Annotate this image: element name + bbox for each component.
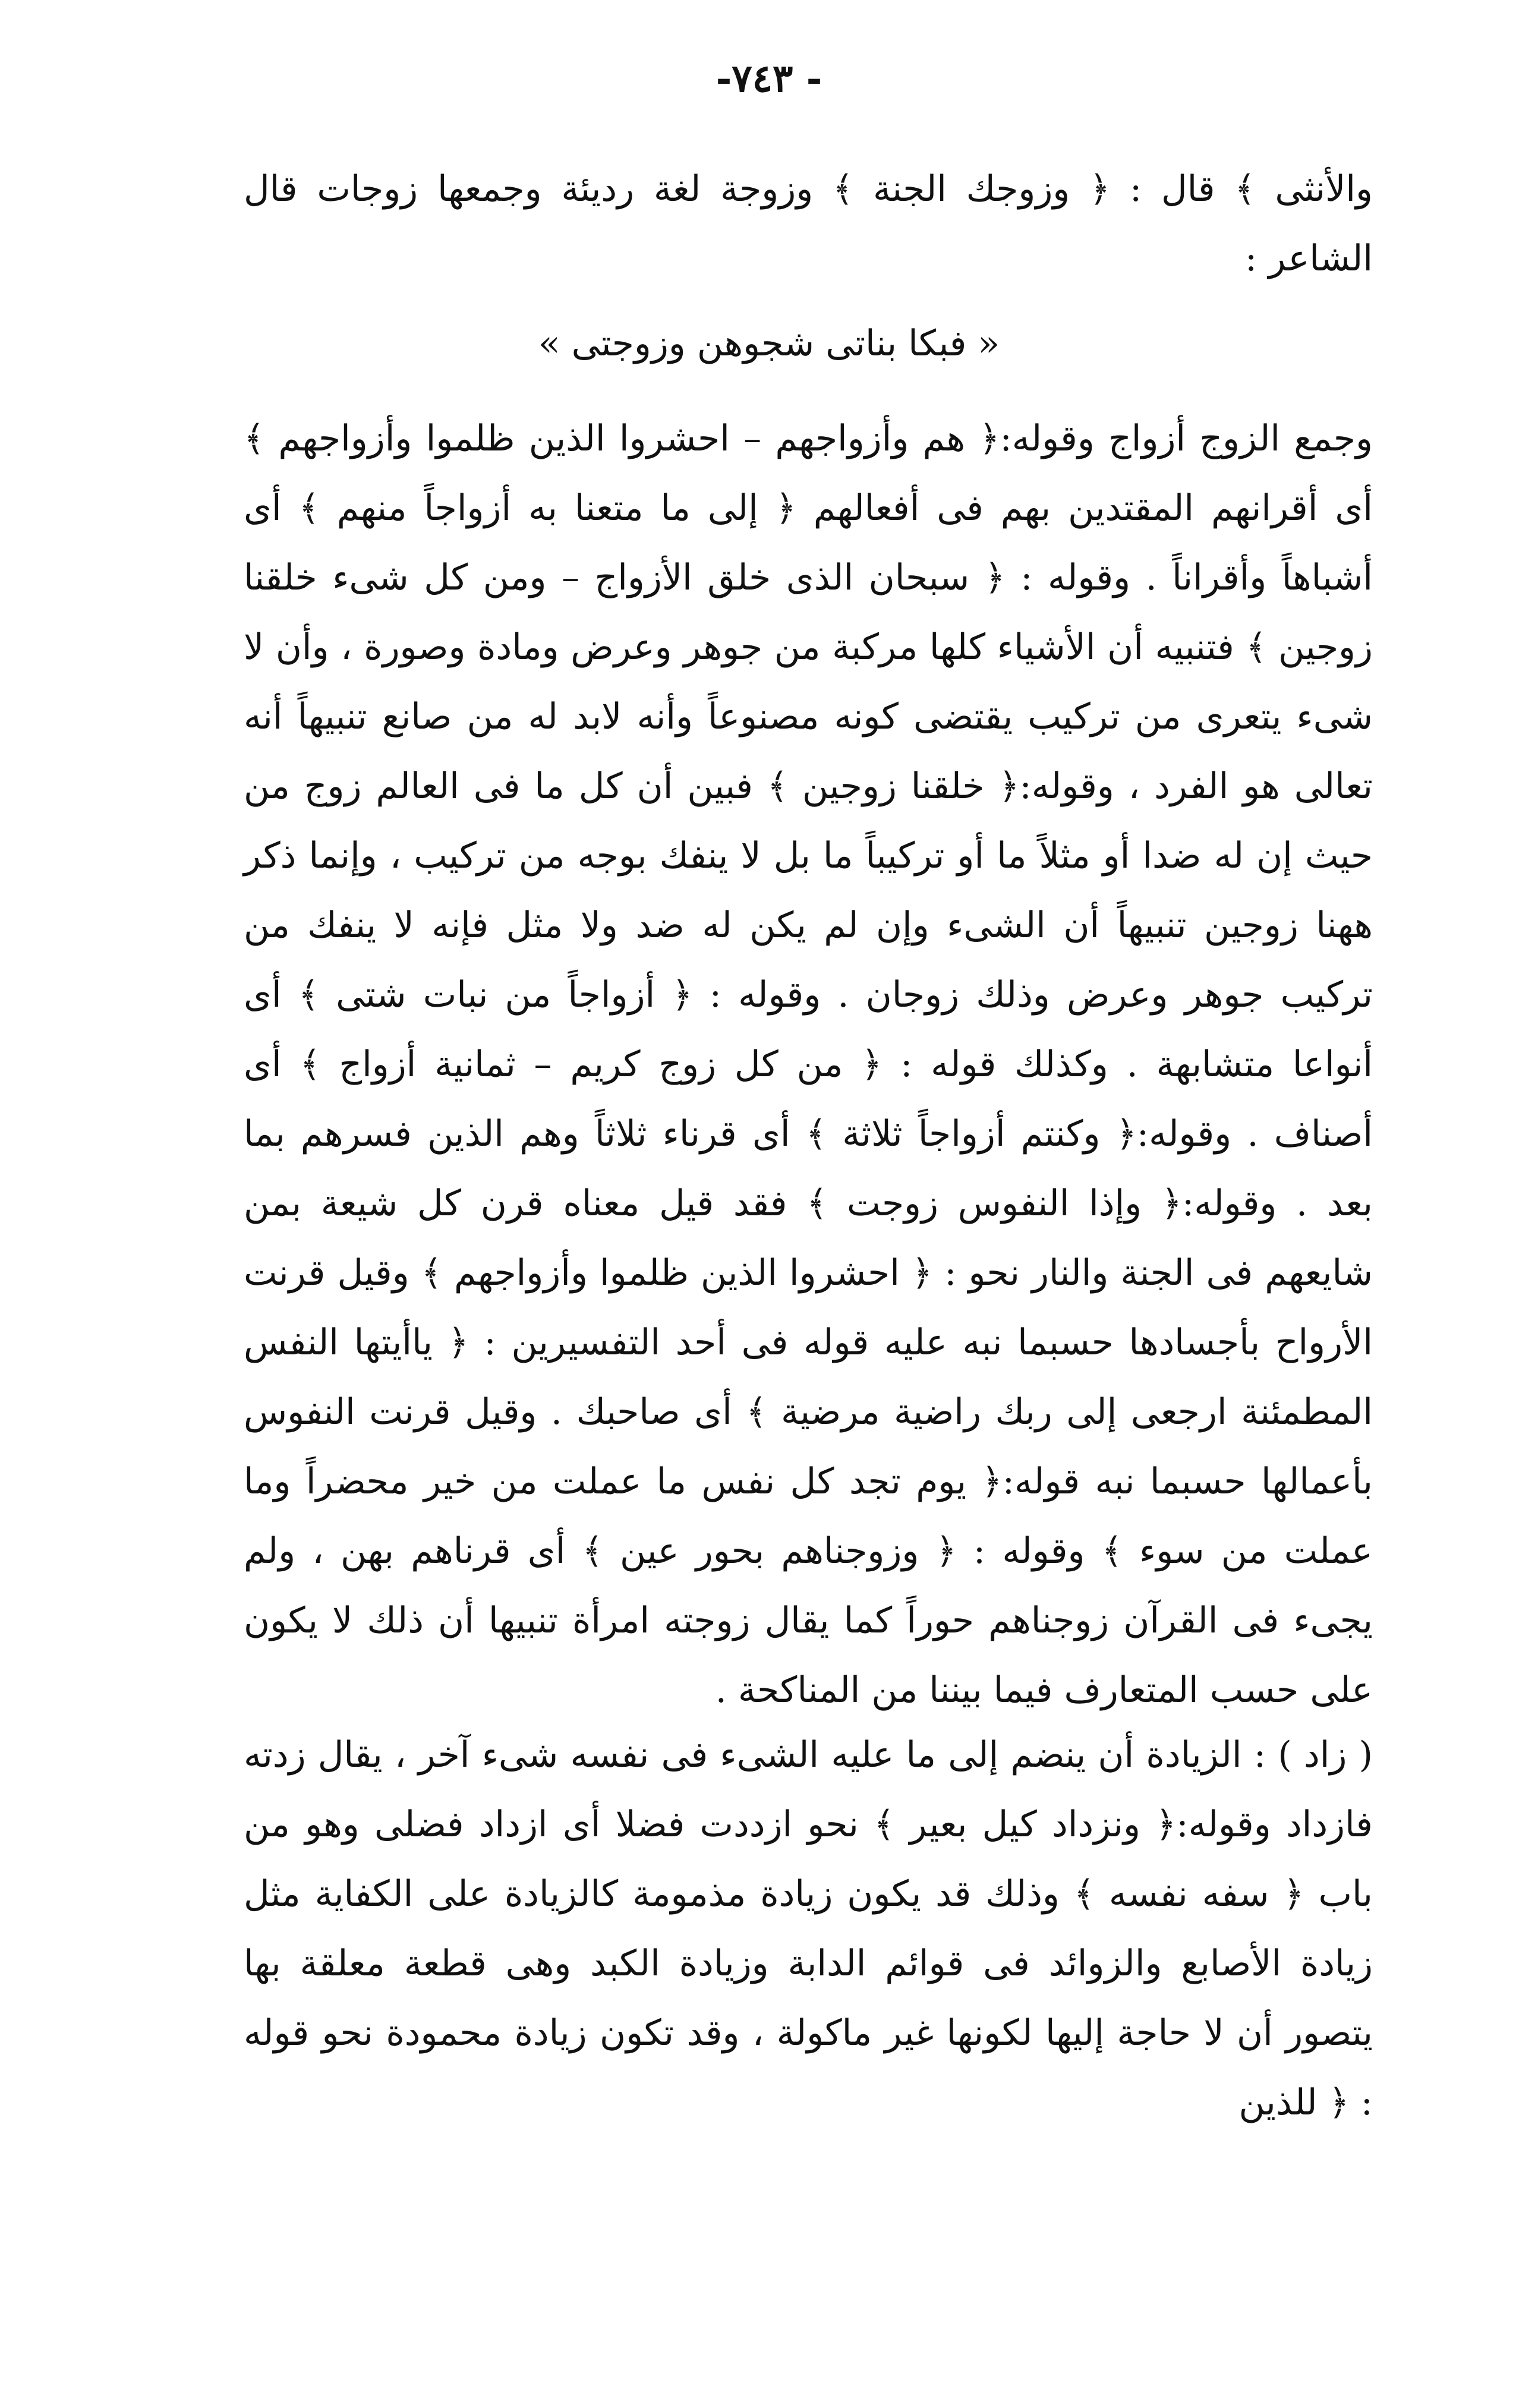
paragraph-intro: والأنثى ﴾ قال : ﴿ وزوجك الجنة ﴾ وزوجة لغة رديئة وجمعها زوجات قال الشاعر : bbox=[244, 168, 1373, 279]
paragraph-main: وجمع الزوج أزواج وقوله:﴿ هم وأزواجهم – احشروا الذين ظلموا وأزواجهم ﴾ أى أقرانهم المقتدين بهم فى أفعالهم ﴿ إلى ما متعنا به أزواجاً منهم ﴾ أى أشباهاً وأقراناً . وقوله : ﴿ سبحان الذى خلق الأزواج – ومن كل شىء خلقنا زوجين ﴾ فتنبيه أن الأشياء كلها مركبة من جوهر وعرض ومادة وصورة ، وأن لا شىء يتعرى من تركيب يقتضى كونه مصنوعاً وأنه لابد له من صانع تنبيهاً أنه تعالى هو الفرد ، وقوله:﴿ خلقنا زوجين ﴾ فبين أن كل ما فى العالم زوج من حيث إن له ضدا أو مثلاً ما أو تركيباً ما بل لا ينفك بوجه من تركيب ، وإنما ذكر ههنا زوجين تنبيهاً أن الشىء وإن لم يكن له ضد ولا مثل فإنه لا ينفك من تركيب جوهر وعرض وذلك زوجان . وقوله : ﴿ أزواجاً من نبات شتى ﴾ أى أنواعا متشابهة . وكذلك قوله : ﴿ من كل زوج كريم – ثمانية أزواج ﴾ أى أصناف . وقوله:﴿ وكنتم أزواجاً ثلاثة ﴾ أى قرناء ثلاثاً وهم الذين فسرهم بما بعد . وقوله:﴿ وإذا النفوس زوجت ﴾ فقد قيل معناه قرن كل شيعة بمن شايعهم فى الجنة والنار نحو : ﴿ احشروا الذين ظلموا وأزواجهم ﴾ وقيل قرنت الأرواح بأجسادها حسبما نبه عليه قوله فى أحد التفسيرين : ﴿ ياأيتها النفس المطمئنة ارجعى إلى ربك راضية مرضية ﴾ أى صاحبك . وقيل قرنت النفوس بأعمالها حسبما نبه قوله:﴿ يوم تجد كل نفس ما عملت من خير محضراً وما عملت من سوء ﴾ وقوله : ﴿ وزوجناهم بحور عين ﴾ أى قرناهم بهن ، ولم يجىء فى القرآن زوجناهم حوراً كما يقال زوجته امرأة تنبيها أن ذلك لا يكون على حسب المتعارف فيما بيننا من المناكحة . bbox=[244, 418, 1373, 1711]
poetry-verse: « فبكا بناتى شجوهن وزوجتى » bbox=[538, 323, 1000, 364]
page-number: -٧٤٣ - bbox=[716, 56, 822, 101]
paragraph-entry-zad: ( زاد ) : الزيادة أن ينضم إلى ما عليه الشىء فى نفسه شىء آخر ، يقال زدته فازداد وقوله:﴿ ونزداد كيل بعير ﴾ نحو ازددت فضلا أى ازداد فضلى وهو من باب ﴿ سفه نفسه ﴾ وذلك قد يكون زيادة مذمومة كالزيادة على الكفاية مثل زيادة الأصابع والزوائد فى قوائم الدابة وزيادة الكبد وهى قطعة معلقة بها يتصور أن لا حاجة إليها لكونها غير ماكولة ، وقد تكون زيادة محمودة نحو قوله : ﴿ للذين bbox=[244, 1734, 1373, 2123]
